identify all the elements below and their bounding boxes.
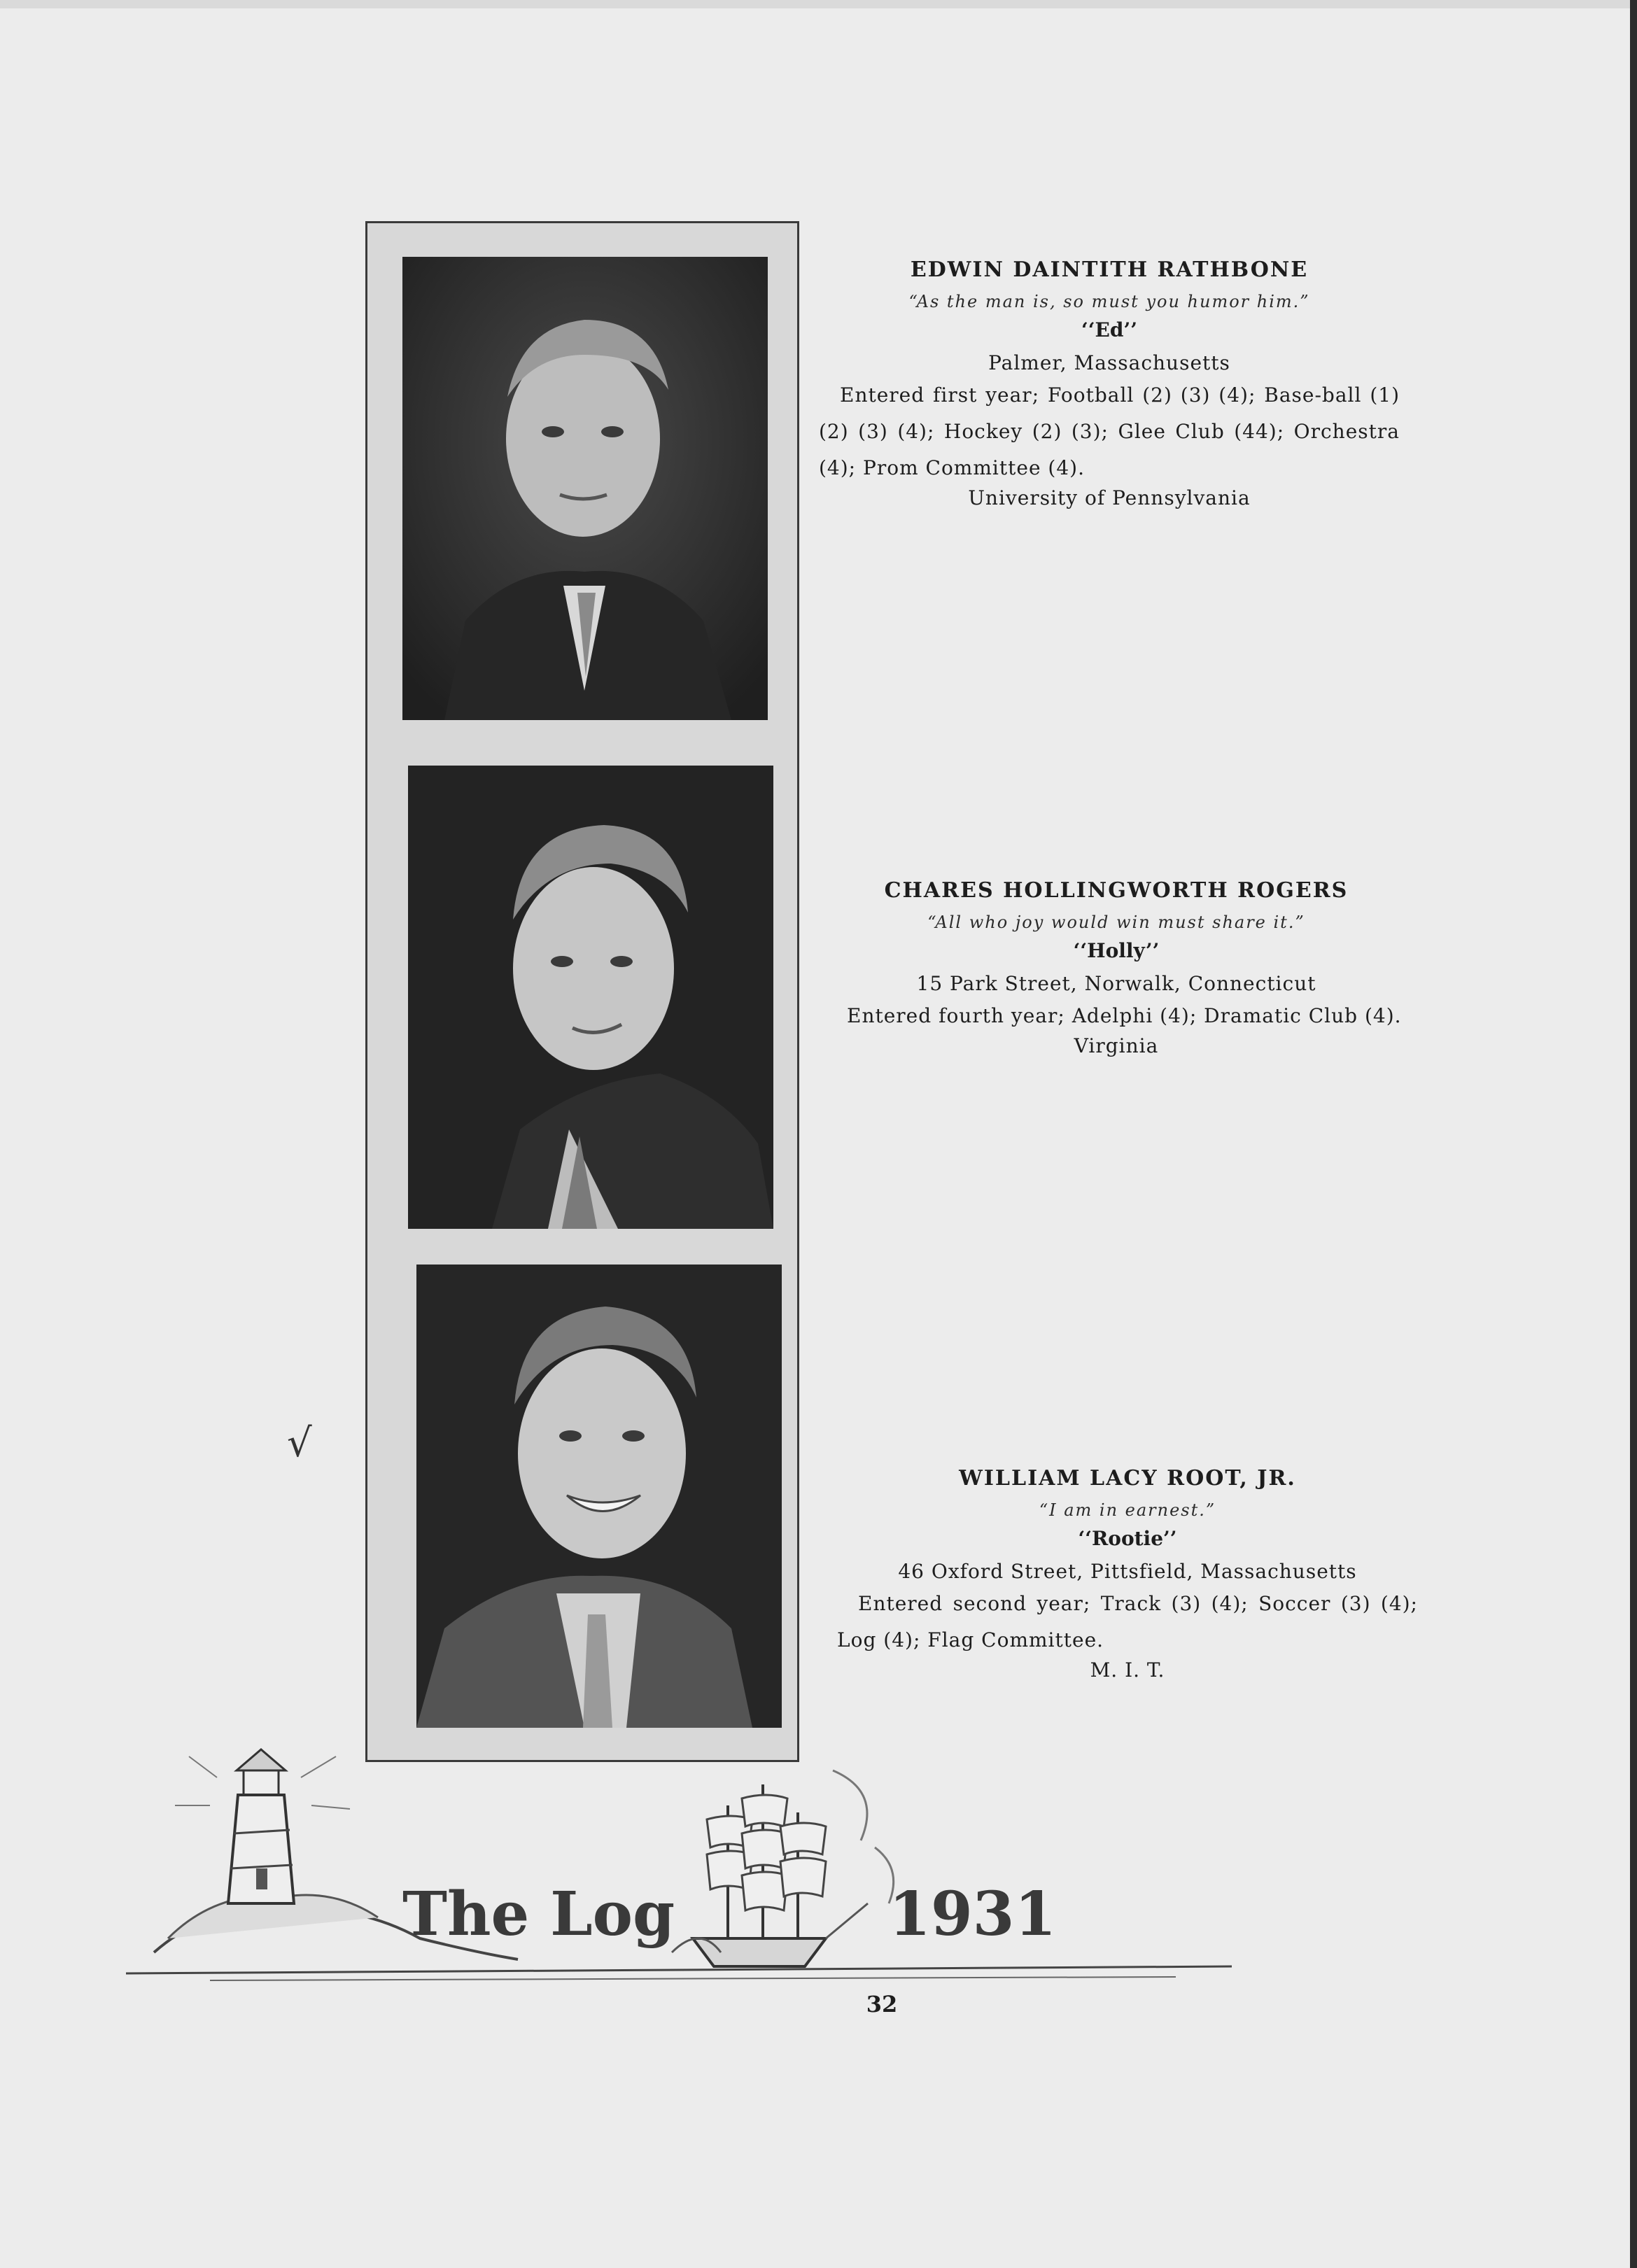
entry-root: [837, 1466, 1418, 1682]
entry-address: 46 Oxford Street, Pittsfield, Massachusetts: [898, 1560, 1357, 1583]
handwritten-checkmark: √: [287, 1421, 312, 1466]
portrait-photo-rogers: [408, 766, 773, 1229]
portrait-photo-rathbone: [402, 257, 768, 720]
entry-nickname: ‘‘Ed’’: [1081, 318, 1137, 341]
footer-title: The Log: [402, 1879, 675, 1950]
portrait-photo-root: [416, 1265, 782, 1728]
entry-college: University of Pennsylvania: [968, 486, 1251, 509]
entry-record: Entered fourth year; Adelphi (4); Dramatic Club (4).: [847, 1004, 1402, 1027]
page-edge-right: [1630, 0, 1637, 2268]
entry-name: EDWIN DAINTITH RATHBONE: [910, 258, 1309, 282]
footer-banner: [126, 1728, 1246, 1994]
entry-rogers: [826, 878, 1407, 1057]
entry-motto: “As the man is, so must you humor him.”: [908, 292, 1310, 311]
lighthouse-icon: [175, 1749, 350, 1903]
photo-strip: [365, 221, 799, 1762]
sailing-ship-icon: [672, 1770, 894, 1966]
page-number: 32: [866, 1991, 898, 2017]
entry-college: M. I. T.: [1090, 1658, 1165, 1682]
page-edge-top: [0, 0, 1637, 8]
entry-college: Virginia: [1074, 1034, 1159, 1057]
entry-name: WILLIAM LACY ROOT, JR.: [959, 1466, 1296, 1491]
entry-nickname: ‘‘Holly’’: [1073, 939, 1160, 962]
entry-name: CHARES HOLLINGWORTH ROGERS: [884, 878, 1349, 903]
entry-record: Entered first year; Football (2) (3) (4); Base-ball (1) (2) (3) (4); Hockey (2) (3); Glee Club (44); Orchestra (4); Prom Committee (4).: [819, 383, 1400, 479]
footer-year: 1931: [889, 1879, 1057, 1950]
entry-record: Entered second year; Track (3) (4); Soccer (3) (4); Log (4); Flag Committee.: [837, 1592, 1418, 1651]
entry-motto: “All who joy would win must share it.”: [927, 913, 1305, 932]
entry-nickname: ‘‘Rootie’’: [1078, 1527, 1177, 1550]
entry-motto: “I am in earnest.”: [1039, 1500, 1216, 1520]
entry-address: Palmer, Massachusetts: [988, 351, 1230, 374]
entry-address: 15 Park Street, Norwalk, Connecticut: [916, 972, 1316, 995]
entry-rathbone: [819, 258, 1400, 509]
